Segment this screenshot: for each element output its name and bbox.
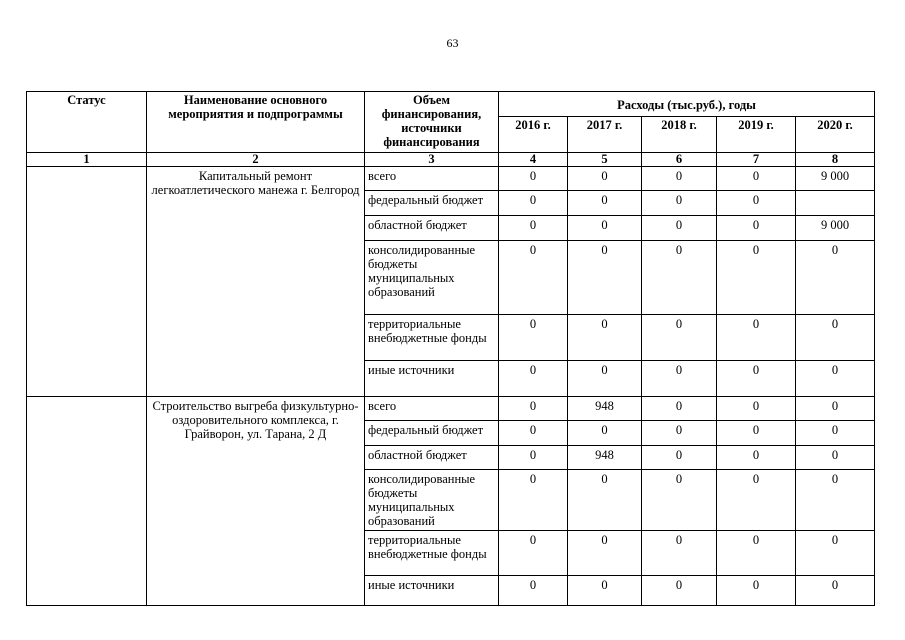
funding-source: территориальные внебюджетные фонды xyxy=(365,531,499,576)
value-cell: 9 000 xyxy=(796,167,875,191)
budget-table xyxy=(26,91,875,606)
value-cell: 0 xyxy=(642,397,717,421)
funding-source: всего xyxy=(365,397,499,421)
column-number: 6 xyxy=(642,153,717,167)
value-cell: 948 xyxy=(568,397,642,421)
value-cell: 0 xyxy=(717,421,796,446)
value-cell: 0 xyxy=(499,421,568,446)
funding-source: территориальные внебюджетные фонды xyxy=(365,315,499,361)
status-cell xyxy=(27,167,147,397)
activity-name: Капитальный ремонт легкоатлетического манежа г. Белгород xyxy=(147,167,365,397)
value-cell: 0 xyxy=(796,361,875,397)
value-cell: 0 xyxy=(717,446,796,470)
header-name: Наименование основного мероприятия и подпрограммы xyxy=(147,92,365,153)
value-cell: 0 xyxy=(717,241,796,315)
value-cell: 0 xyxy=(499,167,568,191)
funding-source: федеральный бюджет xyxy=(365,421,499,446)
value-cell: 0 xyxy=(796,576,875,606)
value-cell: 0 xyxy=(796,241,875,315)
header-expenses: Расходы (тыс.руб.), годы xyxy=(499,92,875,117)
header-year: 2019 г. xyxy=(717,117,796,153)
column-number: 2 xyxy=(147,153,365,167)
value-cell: 0 xyxy=(796,531,875,576)
column-number-row xyxy=(27,153,875,167)
value-cell: 0 xyxy=(499,576,568,606)
funding-source: консолидированные бюджеты муниципальных образований xyxy=(365,241,499,315)
header-year: 2020 г. xyxy=(796,117,875,153)
header-year: 2017 г. xyxy=(568,117,642,153)
value-cell: 9 000 xyxy=(796,216,875,241)
value-cell: 0 xyxy=(642,446,717,470)
column-number: 7 xyxy=(717,153,796,167)
value-cell: 0 xyxy=(568,421,642,446)
value-cell: 0 xyxy=(717,531,796,576)
value-cell: 0 xyxy=(568,470,642,531)
column-number: 3 xyxy=(365,153,499,167)
value-cell: 0 xyxy=(642,421,717,446)
value-cell xyxy=(796,191,875,216)
value-cell: 0 xyxy=(717,397,796,421)
value-cell: 0 xyxy=(796,470,875,531)
column-number: 4 xyxy=(499,153,568,167)
value-cell: 0 xyxy=(642,470,717,531)
value-cell: 0 xyxy=(642,191,717,216)
header-year: 2016 г. xyxy=(499,117,568,153)
value-cell: 0 xyxy=(499,397,568,421)
value-cell: 0 xyxy=(568,191,642,216)
value-cell: 0 xyxy=(796,421,875,446)
value-cell: 0 xyxy=(717,470,796,531)
value-cell: 0 xyxy=(568,576,642,606)
header-year: 2018 г. xyxy=(642,117,717,153)
value-cell: 0 xyxy=(642,576,717,606)
value-cell: 0 xyxy=(568,361,642,397)
value-cell: 0 xyxy=(642,531,717,576)
page-number: 63 xyxy=(446,36,459,50)
value-cell: 0 xyxy=(499,470,568,531)
value-cell: 0 xyxy=(642,216,717,241)
column-number: 1 xyxy=(27,153,147,167)
value-cell: 0 xyxy=(717,191,796,216)
value-cell: 0 xyxy=(568,241,642,315)
value-cell: 0 xyxy=(568,216,642,241)
column-number: 8 xyxy=(796,153,875,167)
value-cell: 0 xyxy=(568,531,642,576)
value-cell: 0 xyxy=(796,397,875,421)
header-volume: Объем финансирования, источники финансирования xyxy=(365,92,499,153)
value-cell: 0 xyxy=(499,315,568,361)
activity-name: Строительство выгреба физкультурно-оздоровительного комплекса, г. Грайворон, ул. Тарана, 2 Д xyxy=(147,397,365,606)
value-cell: 0 xyxy=(642,361,717,397)
header-status: Статус xyxy=(27,92,147,153)
value-cell: 0 xyxy=(796,315,875,361)
value-cell: 0 xyxy=(717,216,796,241)
funding-source: иные источники xyxy=(365,576,499,606)
column-number: 5 xyxy=(568,153,642,167)
funding-source: областной бюджет xyxy=(365,446,499,470)
status-cell xyxy=(27,397,147,606)
value-cell: 0 xyxy=(568,167,642,191)
value-cell: 0 xyxy=(717,315,796,361)
value-cell: 0 xyxy=(499,446,568,470)
funding-source: всего xyxy=(365,167,499,191)
value-cell: 0 xyxy=(499,531,568,576)
value-cell: 0 xyxy=(717,576,796,606)
funding-source: консолидированные бюджеты муниципальных образований xyxy=(365,470,499,531)
value-cell: 0 xyxy=(499,191,568,216)
value-cell: 0 xyxy=(499,216,568,241)
value-cell: 0 xyxy=(499,361,568,397)
value-cell: 0 xyxy=(642,167,717,191)
table-row xyxy=(27,397,875,421)
value-cell: 0 xyxy=(796,446,875,470)
value-cell: 0 xyxy=(642,315,717,361)
table-row xyxy=(27,167,875,191)
value-cell: 948 xyxy=(568,446,642,470)
value-cell: 0 xyxy=(642,241,717,315)
value-cell: 0 xyxy=(717,167,796,191)
value-cell: 0 xyxy=(717,361,796,397)
value-cell: 0 xyxy=(568,315,642,361)
value-cell: 0 xyxy=(499,241,568,315)
funding-source: федеральный бюджет xyxy=(365,191,499,216)
funding-source: иные источники xyxy=(365,361,499,397)
funding-source: областной бюджет xyxy=(365,216,499,241)
